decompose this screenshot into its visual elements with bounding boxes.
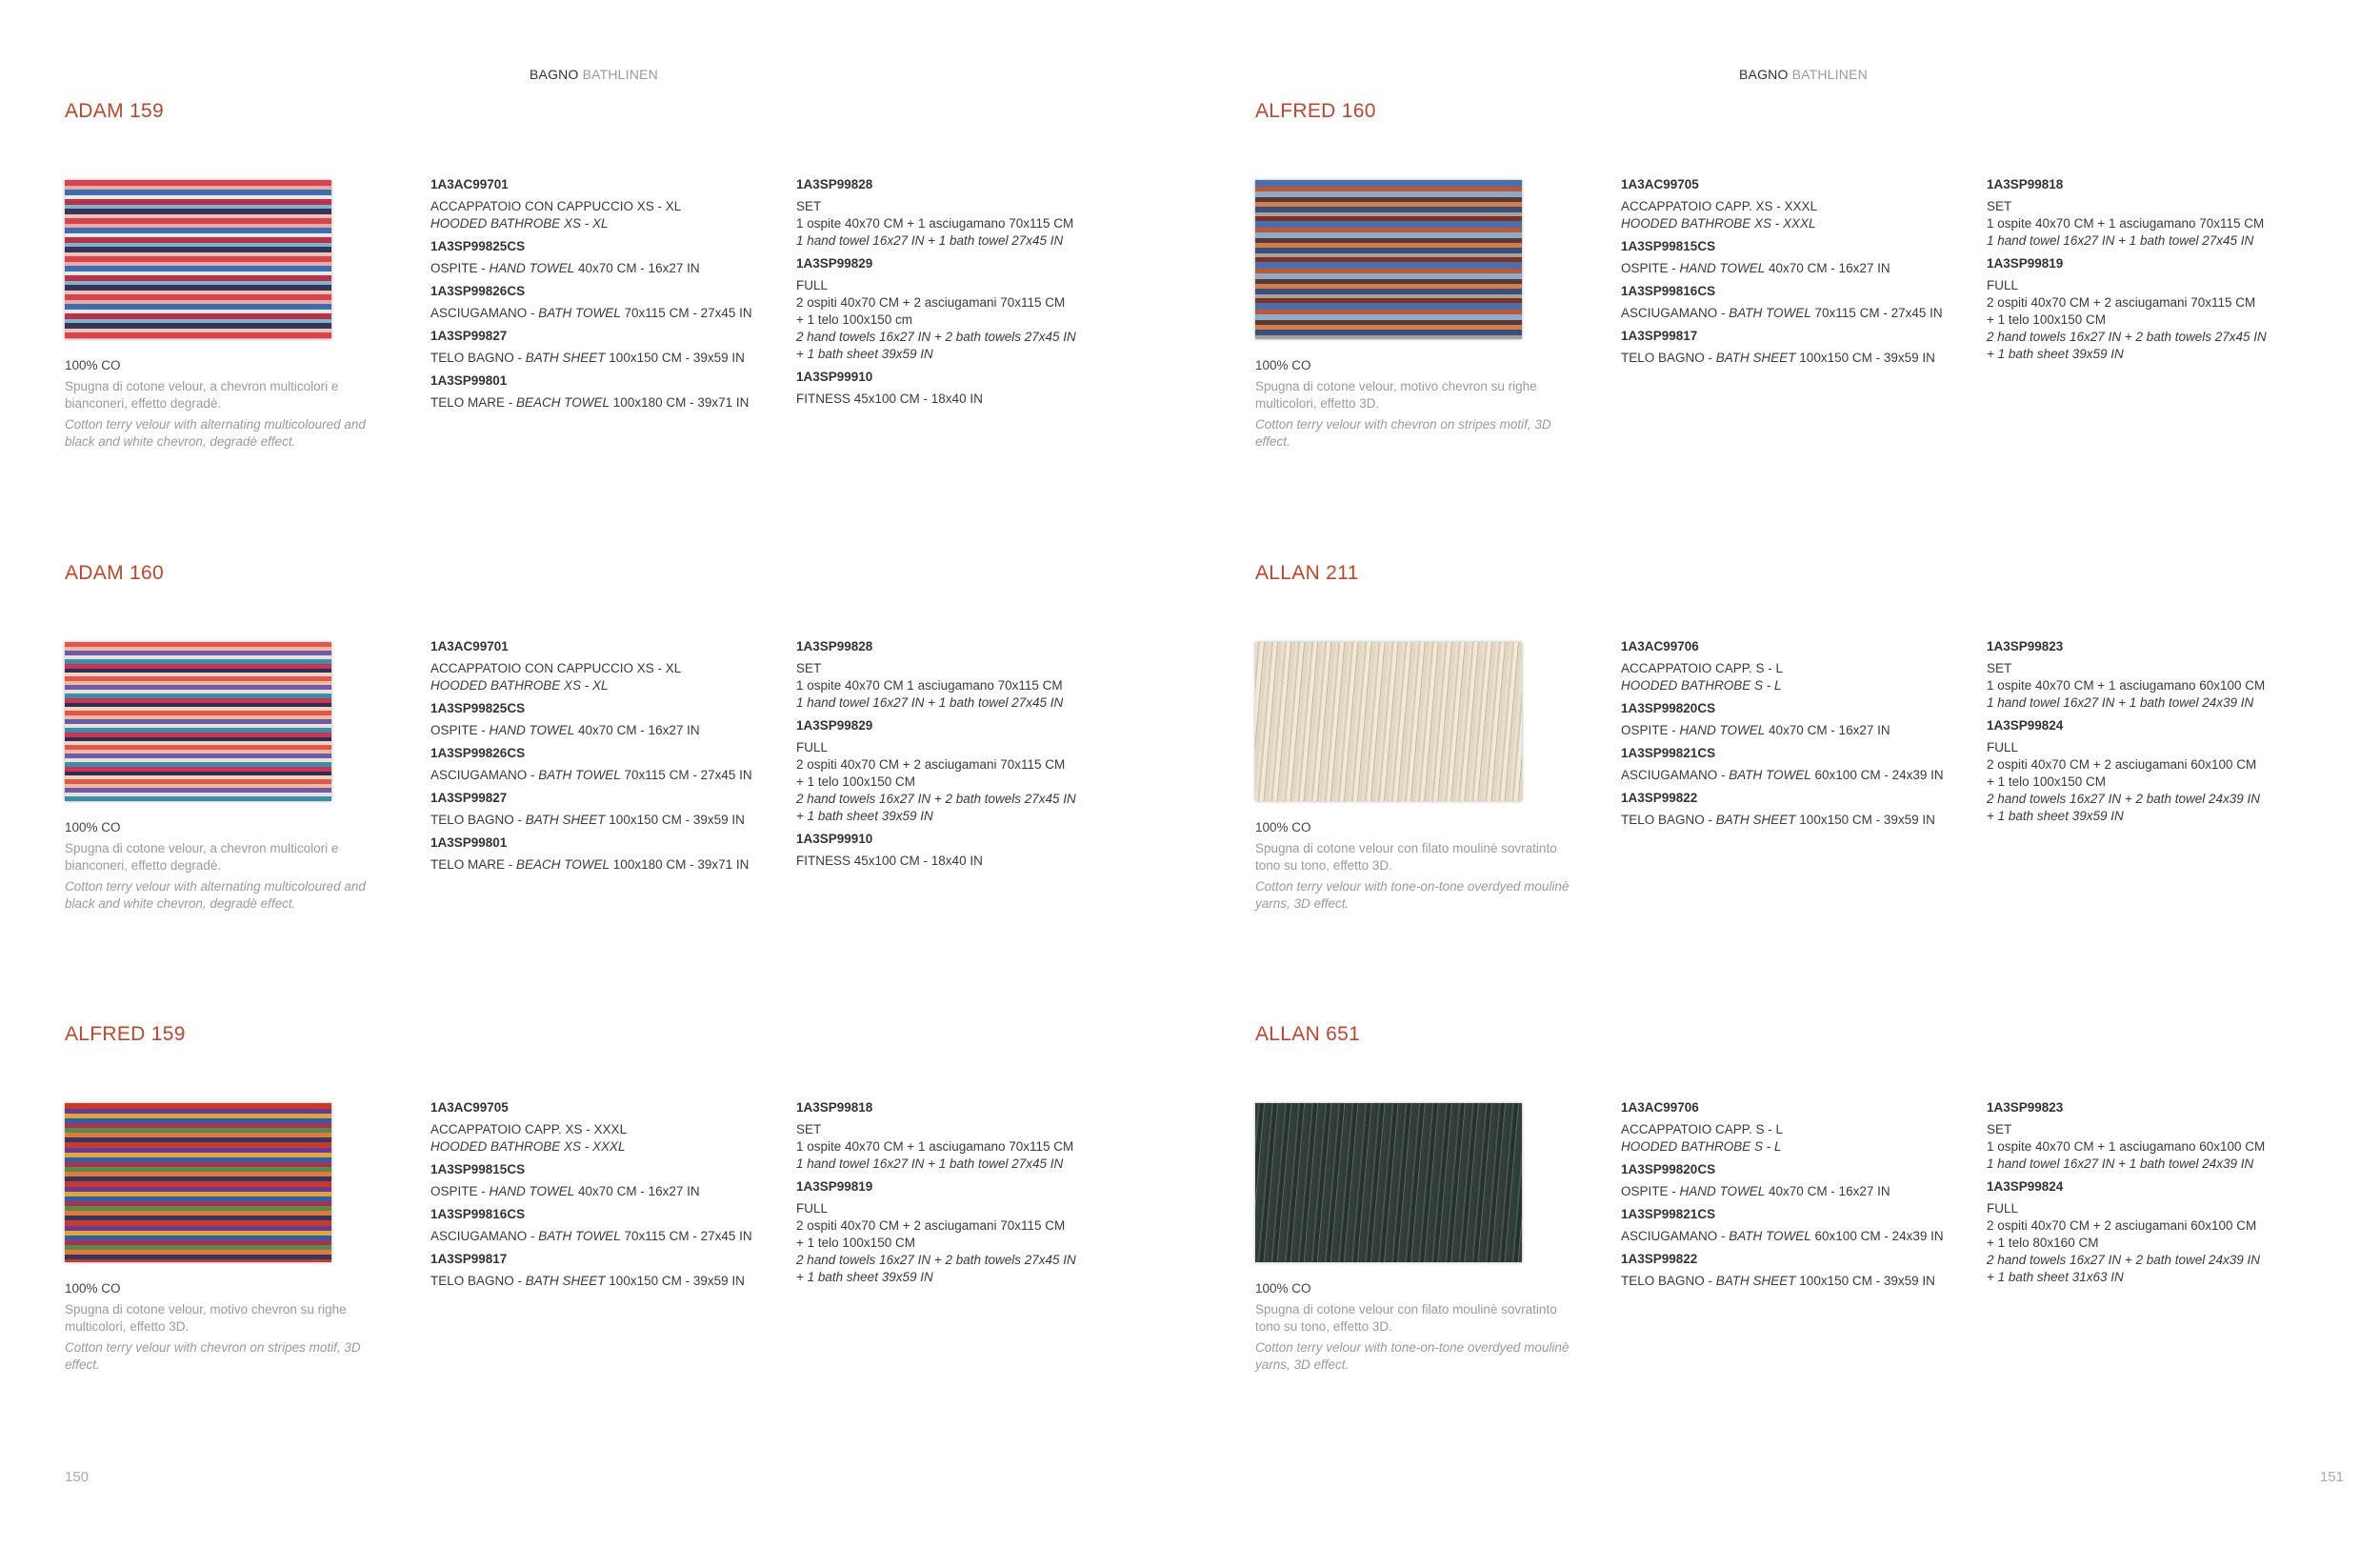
right-page xyxy=(1190,0,2380,1548)
product-label-it: ASCIUGAMANO - xyxy=(1621,768,1730,782)
product-column-single xyxy=(430,176,783,417)
product-label-en: BATH TOWEL xyxy=(538,768,621,782)
product-label-en: BATH TOWEL xyxy=(1729,768,1811,782)
product-line: ACCAPPATOIO CAPP. S - L xyxy=(1621,661,1784,675)
product-entry xyxy=(1621,745,1973,784)
product-code: 1A3SP99816CS xyxy=(430,1207,526,1221)
product-label-it: ASCIUGAMANO - xyxy=(1621,1229,1730,1243)
product-translation: HOODED BATHROBE S - L xyxy=(1621,678,1782,693)
product-label-en: BATH TOWEL xyxy=(1729,306,1811,320)
product-code: 1A3AC99705 xyxy=(1621,177,1699,191)
product-line: SET xyxy=(796,199,822,213)
product-code: 1A3SP99817 xyxy=(1621,329,1698,343)
product-title: ALLAN 651 xyxy=(1255,1023,1361,1045)
product-column-single xyxy=(430,1099,783,1296)
product-entry xyxy=(1621,700,1973,739)
product-column-single xyxy=(430,638,783,879)
product-column-sets xyxy=(796,638,1149,875)
product-code: 1A3SP99818 xyxy=(796,1100,873,1115)
page-number: 150 xyxy=(65,1469,90,1485)
product-column-sets xyxy=(796,176,1149,413)
alfred-160-swatch xyxy=(1255,180,1522,339)
product-size: 60x100 CM - 24x39 IN xyxy=(1810,1229,1944,1243)
product-translation: + 1 bath sheet 39x59 IN xyxy=(796,347,933,361)
product-line xyxy=(1621,305,1973,322)
product-entry xyxy=(430,176,783,232)
product-label-it: TELO BAGNO - xyxy=(430,351,526,365)
product-label-it: TELO MARE - xyxy=(430,395,517,410)
product-translation: + 1 bath sheet 39x59 IN xyxy=(796,1270,933,1284)
product-line: ACCAPPATOIO CAPP. XS - XXXL xyxy=(430,1122,628,1136)
product-code: 1A3AC99706 xyxy=(1621,1100,1699,1115)
product-label-it: ASCIUGAMANO - xyxy=(1621,306,1730,320)
product-code: 1A3SP99801 xyxy=(430,835,508,850)
product-code: 1A3AC99705 xyxy=(430,1100,509,1115)
product-entry xyxy=(1987,1099,2339,1173)
product-label-en: BEACH TOWEL xyxy=(516,395,610,410)
product-code: 1A3SP99822 xyxy=(1621,1252,1698,1266)
product-line: + 1 telo 100x150 CM xyxy=(796,1236,915,1250)
product-section xyxy=(1190,562,2380,1010)
product-column-sets xyxy=(1987,1099,2339,1292)
description-italian: Spugna di cotone velour con filato moulinè sovratinto tono su tono, effetto 3D. xyxy=(1255,841,1557,873)
product-line: 2 ospiti 40x70 CM + 2 asciugamani 70x115 CM xyxy=(796,757,1066,772)
product-title: ALLAN 211 xyxy=(1255,562,1359,584)
product-line: 2 ospiti 40x70 CM + 2 asciugamani 70x115 CM xyxy=(796,295,1066,310)
description-italian: Spugna di cotone velour, motivo chevron su righe multicolori, effetto 3D. xyxy=(65,1302,347,1334)
description-english: Cotton terry velour with tone-on-tone overdyed moulinè yarns, 3D effect. xyxy=(1255,1340,1570,1372)
product-entry xyxy=(1621,238,1973,277)
allan-651-swatch xyxy=(1255,1103,1522,1262)
product-size: 100x150 CM - 39x59 IN xyxy=(605,1274,745,1288)
product-translation: 2 hand towels 16x27 IN + 2 bath towel 24x39 IN xyxy=(1987,792,2261,806)
product-code: 1A3SP99819 xyxy=(1987,256,2064,271)
product-size: 70x115 CM - 27x45 IN xyxy=(1810,306,1943,320)
product-description xyxy=(1255,819,1570,913)
product-code: 1A3SP99817 xyxy=(430,1252,508,1266)
product-translation: 2 hand towels 16x27 IN + 2 bath towels 27x45 IN xyxy=(796,330,1076,344)
product-title: ADAM 159 xyxy=(65,100,164,122)
product-entry xyxy=(796,638,1149,712)
product-code: 1A3SP99818 xyxy=(1987,177,2064,191)
product-translation: 1 hand towel 16x27 IN + 1 bath towel 27x45 IN xyxy=(796,233,1064,248)
product-entry xyxy=(430,1206,783,1245)
product-translation: HOODED BATHROBE XS - XXXL xyxy=(430,1139,626,1154)
page-header xyxy=(530,67,658,82)
product-entry xyxy=(796,717,1149,825)
product-line: ACCAPPATOIO CAPP. S - L xyxy=(1621,1122,1784,1136)
product-code: 1A3SP99823 xyxy=(1987,639,2064,653)
product-size: 100x150 CM - 39x59 IN xyxy=(1795,1274,1935,1288)
product-line xyxy=(1621,722,1973,739)
product-entry xyxy=(1621,1251,1973,1290)
header-main: BAGNO xyxy=(1739,67,1789,82)
product-entry xyxy=(1987,255,2339,363)
product-line xyxy=(430,350,783,367)
product-section xyxy=(1190,100,2380,548)
product-label-it: OSPITE - xyxy=(430,261,490,275)
product-label-en: BATH SHEET xyxy=(525,351,606,365)
alfred-159-swatch xyxy=(65,1103,331,1262)
product-entry xyxy=(430,1251,783,1290)
product-entry xyxy=(430,790,783,829)
product-entry xyxy=(1621,283,1973,322)
product-entry xyxy=(1621,176,1973,232)
product-section xyxy=(1190,1023,2380,1471)
product-line: 1 ospite 40x70 CM + 1 asciugamano 70x115 CM xyxy=(1987,216,2265,231)
product-section xyxy=(0,1023,1190,1471)
product-line: + 1 telo 100x150 CM xyxy=(796,774,915,789)
description-italian: Spugna di cotone velour, motivo chevron su righe multicolori, effetto 3D. xyxy=(1255,379,1537,411)
product-line xyxy=(1621,350,1973,367)
product-column-sets xyxy=(1987,638,2339,831)
product-code: 1A3SP99801 xyxy=(430,373,508,388)
description-english: Cotton terry velour with tone-on-tone overdyed moulinè yarns, 3D effect. xyxy=(1255,879,1570,911)
product-entry xyxy=(430,1161,783,1200)
product-entry xyxy=(796,255,1149,363)
product-translation: HOODED BATHROBE XS - XL xyxy=(430,216,609,231)
product-code: 1A3SP99822 xyxy=(1621,791,1698,805)
product-line: ACCAPPATOIO CAPP. XS - XXXL xyxy=(1621,199,1818,213)
product-code: 1A3SP99821CS xyxy=(1621,1207,1716,1221)
product-entry xyxy=(1621,328,1973,367)
header-main: BAGNO xyxy=(530,67,579,82)
product-column-single xyxy=(1621,176,1973,372)
product-code: 1A3SP99815CS xyxy=(1621,239,1716,253)
product-line: SET xyxy=(796,661,822,675)
product-line: 2 ospiti 40x70 CM + 2 asciugamani 60x100 CM xyxy=(1987,1218,2257,1233)
product-translation: 1 hand towel 16x27 IN + 1 bath towel 24x39 IN xyxy=(1987,695,2254,710)
product-code: 1A3SP99815CS xyxy=(430,1162,526,1176)
product-code: 1A3SP99826CS xyxy=(430,284,526,298)
product-column-sets xyxy=(796,1099,1149,1292)
product-label-it: TELO BAGNO - xyxy=(1621,1274,1716,1288)
description-english: Cotton terry velour with alternating multicoloured and black and white chevron, degradè effect. xyxy=(65,417,366,449)
product-size: 40x70 CM - 16x27 IN xyxy=(574,723,700,737)
product-translation: HOODED BATHROBE XS - XXXL xyxy=(1621,216,1816,231)
product-size: 60x100 CM - 24x39 IN xyxy=(1810,768,1944,782)
product-line xyxy=(430,1273,783,1290)
composition: 100% CO xyxy=(1255,820,1311,834)
product-entry xyxy=(430,1099,783,1156)
product-translation: HOODED BATHROBE XS - XL xyxy=(430,678,609,693)
product-translation: 2 hand towels 16x27 IN + 2 bath towels 27x45 IN xyxy=(796,1253,1076,1267)
product-line xyxy=(430,767,783,784)
product-entry xyxy=(1621,1206,1973,1245)
product-description xyxy=(65,819,379,913)
product-size: 100x180 CM - 39x71 IN xyxy=(610,857,750,872)
product-line: ACCAPPATOIO CON CAPPUCCIO XS - XL xyxy=(430,661,682,675)
product-label-en: HAND TOWEL xyxy=(489,261,575,275)
product-size: 40x70 CM - 16x27 IN xyxy=(1765,261,1890,275)
product-label-en: BEACH TOWEL xyxy=(516,857,610,872)
product-entry xyxy=(1621,790,1973,829)
product-label-en: BATH TOWEL xyxy=(1729,1229,1811,1243)
product-line xyxy=(1621,812,1973,829)
product-label-it: TELO MARE - xyxy=(430,857,517,872)
product-entry xyxy=(430,834,783,874)
product-code: 1A3AC99701 xyxy=(430,639,509,653)
product-line: SET xyxy=(796,1122,822,1136)
product-code: 1A3SP99910 xyxy=(796,370,873,384)
product-label-it: OSPITE - xyxy=(430,1184,490,1198)
composition: 100% CO xyxy=(65,358,121,372)
product-translation: 2 hand towels 16x27 IN + 2 bath towels 27x45 IN xyxy=(1987,330,2267,344)
adam-160-swatch xyxy=(65,642,331,801)
product-line: FITNESS 45x100 CM - 18x40 IN xyxy=(796,392,983,406)
product-line xyxy=(430,394,783,412)
product-label-it: OSPITE - xyxy=(1621,261,1680,275)
product-entry xyxy=(430,638,783,694)
product-label-en: BATH SHEET xyxy=(1715,1274,1796,1288)
product-description xyxy=(65,357,379,451)
product-label-en: BATH TOWEL xyxy=(538,1229,621,1243)
product-code: 1A3SP99826CS xyxy=(430,746,526,760)
product-code: 1A3SP99824 xyxy=(1987,718,2064,733)
product-line: FULL xyxy=(796,740,829,754)
product-translation: HOODED BATHROBE S - L xyxy=(1621,1139,1782,1154)
product-entry xyxy=(430,372,783,412)
product-size: 40x70 CM - 16x27 IN xyxy=(1765,1184,1890,1198)
product-label-en: BATH SHEET xyxy=(1715,351,1796,365)
product-title: ALFRED 160 xyxy=(1255,100,1376,122)
product-section xyxy=(0,100,1190,548)
product-line: SET xyxy=(1987,199,2012,213)
product-entry xyxy=(1621,1099,1973,1156)
product-entry xyxy=(1621,1161,1973,1200)
product-line: SET xyxy=(1987,661,2012,675)
product-line: FULL xyxy=(796,278,829,292)
page-header xyxy=(1739,67,1868,82)
product-code: 1A3SP99829 xyxy=(796,256,873,271)
product-label-it: OSPITE - xyxy=(1621,1184,1680,1198)
product-code: 1A3SP99820CS xyxy=(1621,1162,1716,1176)
product-code: 1A3SP99829 xyxy=(796,718,873,733)
product-code: 1A3SP99825CS xyxy=(430,701,526,715)
product-translation: 1 hand towel 16x27 IN + 1 bath towel 27x45 IN xyxy=(796,695,1064,710)
description-italian: Spugna di cotone velour, a chevron multicolori e bianconeri, effetto degradè. xyxy=(65,841,339,873)
product-line: + 1 telo 80x160 CM xyxy=(1987,1236,2099,1250)
product-line xyxy=(430,260,783,277)
product-line: FULL xyxy=(796,1201,829,1216)
page-number: 151 xyxy=(2319,1469,2344,1485)
product-entry xyxy=(1987,176,2339,250)
product-size: 100x150 CM - 39x59 IN xyxy=(605,351,745,365)
product-line xyxy=(1621,1183,1973,1200)
product-label-en: BATH TOWEL xyxy=(538,306,621,320)
product-size: 40x70 CM - 16x27 IN xyxy=(1765,723,1890,737)
product-label-it: TELO BAGNO - xyxy=(430,1274,526,1288)
composition: 100% CO xyxy=(1255,1281,1311,1296)
product-entry xyxy=(430,745,783,784)
product-description xyxy=(1255,357,1570,451)
product-translation: + 1 bath sheet 31x63 IN xyxy=(1987,1270,2124,1284)
product-entry xyxy=(1621,638,1973,694)
product-translation: 1 hand towel 16x27 IN + 1 bath towel 24x39 IN xyxy=(1987,1156,2254,1171)
product-line: FULL xyxy=(1987,1201,2019,1216)
product-line: FULL xyxy=(1987,278,2019,292)
product-translation: 2 hand towels 16x27 IN + 2 bath towels 27x45 IN xyxy=(796,792,1076,806)
product-label-it: ASCIUGAMANO - xyxy=(430,1229,539,1243)
product-line: 1 ospite 40x70 CM + 1 asciugamano 60x100 CM xyxy=(1987,1139,2266,1154)
product-section xyxy=(0,562,1190,1010)
product-entry xyxy=(796,369,1149,408)
product-code: 1A3SP99819 xyxy=(796,1179,873,1194)
product-translation: + 1 bath sheet 39x59 IN xyxy=(1987,809,2124,823)
product-label-it: TELO BAGNO - xyxy=(1621,813,1716,827)
product-label-it: ASCIUGAMANO - xyxy=(430,768,539,782)
composition: 100% CO xyxy=(65,1281,121,1296)
product-code: 1A3SP99820CS xyxy=(1621,701,1716,715)
description-italian: Spugna di cotone velour, a chevron multicolori e bianconeri, effetto degradè. xyxy=(65,379,339,411)
product-line: 1 ospite 40x70 CM 1 asciugamano 70x115 CM xyxy=(796,678,1063,693)
product-size: 70x115 CM - 27x45 IN xyxy=(620,306,752,320)
product-line xyxy=(430,856,783,874)
product-entry xyxy=(430,238,783,277)
product-code: 1A3SP99827 xyxy=(430,791,508,805)
product-line xyxy=(1621,1273,1973,1290)
product-label-en: BATH SHEET xyxy=(1715,813,1796,827)
product-line xyxy=(430,1183,783,1200)
product-label-it: OSPITE - xyxy=(430,723,490,737)
product-entry xyxy=(796,1178,1149,1286)
description-english: Cotton terry velour with alternating multicoloured and black and white chevron, degradè effect. xyxy=(65,879,366,911)
composition: 100% CO xyxy=(1255,358,1311,372)
product-label-en: HAND TOWEL xyxy=(1679,261,1766,275)
product-code: 1A3SP99827 xyxy=(430,329,508,343)
product-line xyxy=(430,305,783,322)
product-line: 2 ospiti 40x70 CM + 2 asciugamani 70x115 CM xyxy=(1987,295,2256,310)
product-entry xyxy=(430,700,783,739)
product-size: 40x70 CM - 16x27 IN xyxy=(574,261,700,275)
product-code: 1A3SP99910 xyxy=(796,832,873,846)
product-code: 1A3SP99821CS xyxy=(1621,746,1716,760)
header-sub: BATHLINEN xyxy=(582,67,658,82)
product-line: 2 ospiti 40x70 CM + 2 asciugamani 60x100 CM xyxy=(1987,757,2257,772)
product-description xyxy=(1255,1280,1570,1374)
product-entry xyxy=(796,831,1149,870)
product-translation: 2 hand towels 16x27 IN + 2 bath towel 24x39 IN xyxy=(1987,1253,2261,1267)
product-line xyxy=(430,812,783,829)
product-code: 1A3AC99701 xyxy=(430,177,509,191)
product-line: + 1 telo 100x150 CM xyxy=(1987,774,2106,789)
product-code: 1A3AC99706 xyxy=(1621,639,1699,653)
description-italian: Spugna di cotone velour con filato moulinè sovratinto tono su tono, effetto 3D. xyxy=(1255,1302,1557,1334)
product-entry xyxy=(796,1099,1149,1173)
product-code: 1A3SP99823 xyxy=(1987,1100,2064,1115)
product-label-it: TELO BAGNO - xyxy=(430,813,526,827)
product-translation: 1 hand towel 16x27 IN + 1 bath towel 27x45 IN xyxy=(1987,233,2254,248)
product-line: 1 ospite 40x70 CM + 1 asciugamano 70x115 CM xyxy=(796,216,1074,231)
product-label-en: HAND TOWEL xyxy=(1679,1184,1766,1198)
product-size: 70x115 CM - 27x45 IN xyxy=(620,1229,752,1243)
product-translation: + 1 bath sheet 39x59 IN xyxy=(796,809,933,823)
product-line xyxy=(430,1228,783,1245)
product-line: SET xyxy=(1987,1122,2012,1136)
product-label-en: BATH SHEET xyxy=(525,1274,606,1288)
product-size: 100x150 CM - 39x59 IN xyxy=(605,813,745,827)
product-line xyxy=(1621,767,1973,784)
product-label-it: OSPITE - xyxy=(1621,723,1680,737)
product-line: 2 ospiti 40x70 CM + 2 asciugamani 70x115 CM xyxy=(796,1218,1066,1233)
product-code: 1A3SP99824 xyxy=(1987,1179,2064,1194)
product-line: + 1 telo 100x150 cm xyxy=(796,312,912,327)
product-line: ACCAPPATOIO CON CAPPUCCIO XS - XL xyxy=(430,199,682,213)
composition: 100% CO xyxy=(65,820,121,834)
product-label-en: HAND TOWEL xyxy=(489,1184,575,1198)
product-line xyxy=(1621,260,1973,277)
product-line xyxy=(430,722,783,739)
product-label-en: HAND TOWEL xyxy=(1679,723,1766,737)
product-size: 40x70 CM - 16x27 IN xyxy=(574,1184,700,1198)
product-code: 1A3SP99816CS xyxy=(1621,284,1716,298)
product-entry xyxy=(796,176,1149,250)
product-title: ALFRED 159 xyxy=(65,1023,186,1045)
product-entry xyxy=(430,328,783,367)
description-english: Cotton terry velour with chevron on stripes motif, 3D effect. xyxy=(1255,417,1551,449)
product-line: 1 ospite 40x70 CM + 1 asciugamano 70x115 CM xyxy=(796,1139,1074,1154)
product-entry xyxy=(430,283,783,322)
product-line: FULL xyxy=(1987,740,2019,754)
product-size: 100x150 CM - 39x59 IN xyxy=(1795,351,1935,365)
product-code: 1A3SP99825CS xyxy=(430,239,526,253)
product-label-it: ASCIUGAMANO - xyxy=(430,306,539,320)
product-entry xyxy=(1987,717,2339,825)
product-code: 1A3SP99828 xyxy=(796,639,873,653)
product-size: 70x115 CM - 27x45 IN xyxy=(620,768,752,782)
product-entry xyxy=(1987,638,2339,712)
product-label-it: TELO BAGNO - xyxy=(1621,351,1716,365)
product-label-en: BATH SHEET xyxy=(525,813,606,827)
product-code: 1A3SP99828 xyxy=(796,177,873,191)
description-english: Cotton terry velour with chevron on stripes motif, 3D effect. xyxy=(65,1340,361,1372)
header-sub: BATHLINEN xyxy=(1791,67,1868,82)
product-translation: + 1 bath sheet 39x59 IN xyxy=(1987,347,2124,361)
product-size: 100x180 CM - 39x71 IN xyxy=(610,395,750,410)
product-entry xyxy=(1987,1178,2339,1286)
product-line: FITNESS 45x100 CM - 18x40 IN xyxy=(796,854,983,868)
product-label-en: HAND TOWEL xyxy=(489,723,575,737)
product-title: ADAM 160 xyxy=(65,562,164,584)
adam-159-swatch xyxy=(65,180,331,339)
product-description xyxy=(65,1280,379,1374)
product-column-sets xyxy=(1987,176,2339,369)
product-line: + 1 telo 100x150 CM xyxy=(1987,312,2106,327)
product-translation: 1 hand towel 16x27 IN + 1 bath towel 27x45 IN xyxy=(796,1156,1064,1171)
product-line xyxy=(1621,1228,1973,1245)
product-column-single xyxy=(1621,1099,1973,1296)
product-line: 1 ospite 40x70 CM + 1 asciugamano 60x100 CM xyxy=(1987,678,2266,693)
allan-211-swatch xyxy=(1255,642,1522,801)
product-column-single xyxy=(1621,638,1973,834)
product-size: 100x150 CM - 39x59 IN xyxy=(1795,813,1935,827)
